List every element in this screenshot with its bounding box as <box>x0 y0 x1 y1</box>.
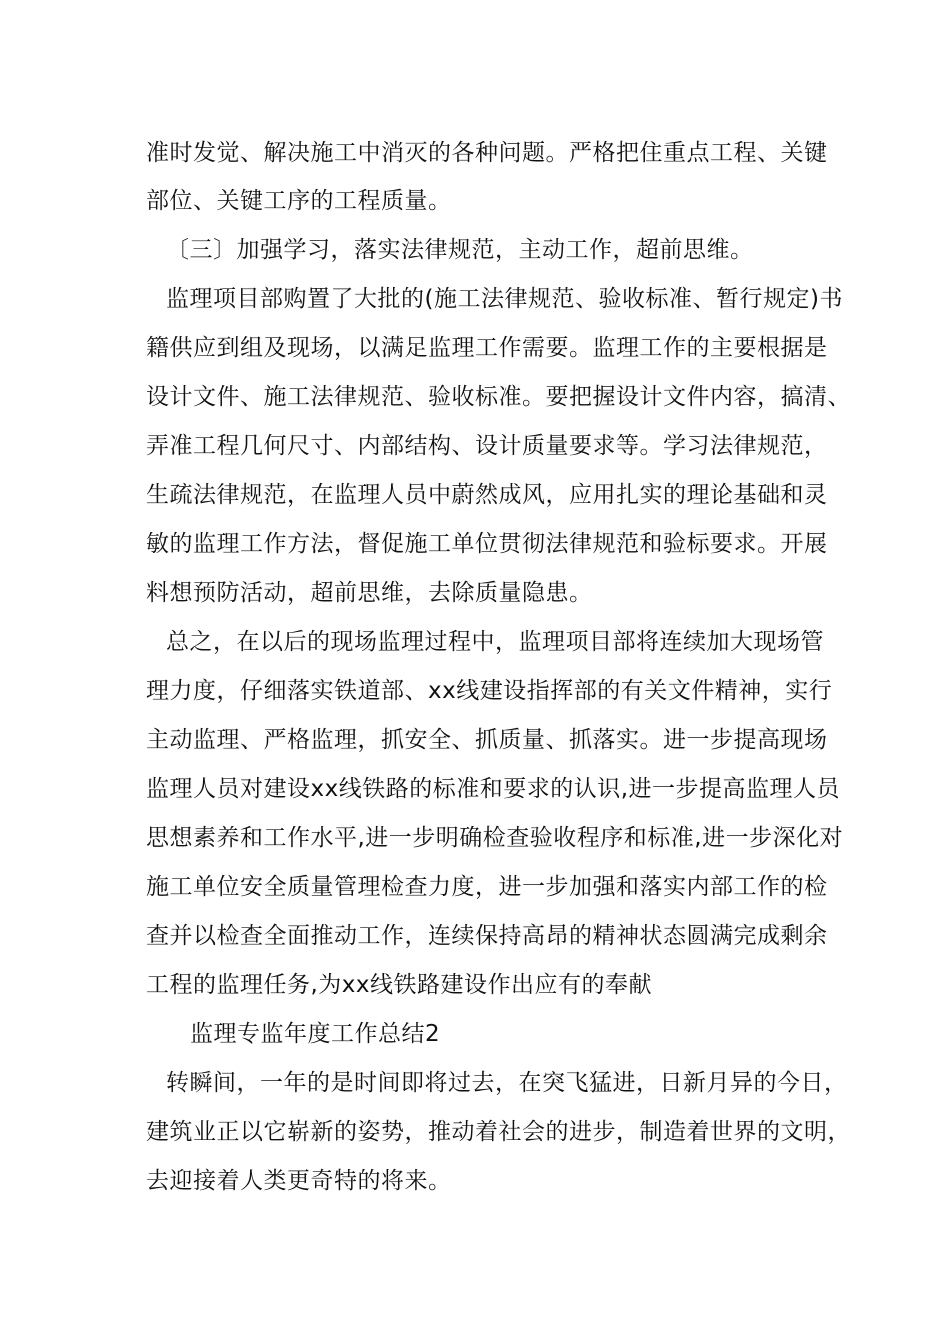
paragraph-line: 生疏法律规范，在监理人员中蔚然成风，应用扎实的理论基础和灵 <box>146 482 828 508</box>
paragraph-line: 总之，在以后的现场监理过程中，监理项目部将连续加大现场管 <box>166 629 824 655</box>
paragraph-line: 思想素养和工作水平,进一步明确检查验收程序和标准,进一步深化对 <box>146 825 844 851</box>
paragraph-line: 施工单位安全质量管理检查力度，进一步加强和落实内部工作的检 <box>146 874 828 900</box>
paragraph-line: 设计文件、施工法律规范、验收标准。要把握设计文件内容，搞清、 <box>146 384 851 410</box>
paragraph-line: 弄准工程几何尺寸、内部结构、设计质量要求等。学习法律规范， <box>146 433 828 459</box>
paragraph-line: 料想预防活动，超前思维，去除质量隐患。 <box>146 580 593 606</box>
section-heading: 〔三〕加强学习，落实法律规范，主动工作，超前思维。 <box>166 237 754 263</box>
paragraph-line: 准时发觉、解决施工中消灭的各种问题。严格把住重点工程、关键 <box>146 140 828 166</box>
paragraph-line: 去迎接着人类更奇特的将来。 <box>146 1168 452 1194</box>
paragraph-line: 转瞬间，一年的是时间即将过去，在突飞猛进，日新月异的今日， <box>166 1070 848 1096</box>
paragraph-line: 敏的监理工作方法，督促施工单位贯彻法律规范和验标要求。开展 <box>146 531 828 557</box>
paragraph-line: 部位、关键工序的工程质量。 <box>146 188 452 214</box>
paragraph-line: 主动监理、严格监理，抓安全、抓质量、抓落实。进一步提高现场 <box>146 727 828 753</box>
section-title: 监理专监年度工作总结2 <box>190 1021 441 1047</box>
paragraph-line: 监理项目部购置了大批的(施工法律规范、验收标准、暂行规定)书 <box>166 286 843 312</box>
paragraph-line: 理力度，仔细落实铁道部、xx线建设指挥部的有关文件精神，实行 <box>146 678 833 704</box>
paragraph-line: 工程的监理任务,为xx线铁路建设作出应有的奉献 <box>146 972 653 998</box>
paragraph-line: 建筑业正以它崭新的姿势，推动着社会的进步，制造着世界的文明， <box>146 1119 851 1145</box>
paragraph-line: 监理人员对建设xx线铁路的标准和要求的认识,进一步提高监理人员 <box>146 776 841 802</box>
paragraph-line: 籍供应到组及现场，以满足监理工作需要。监理工作的主要根据是 <box>146 335 828 361</box>
paragraph-line: 查并以检查全面推动工作，连续保持高昂的精神状态圆满完成剩余 <box>146 923 828 949</box>
